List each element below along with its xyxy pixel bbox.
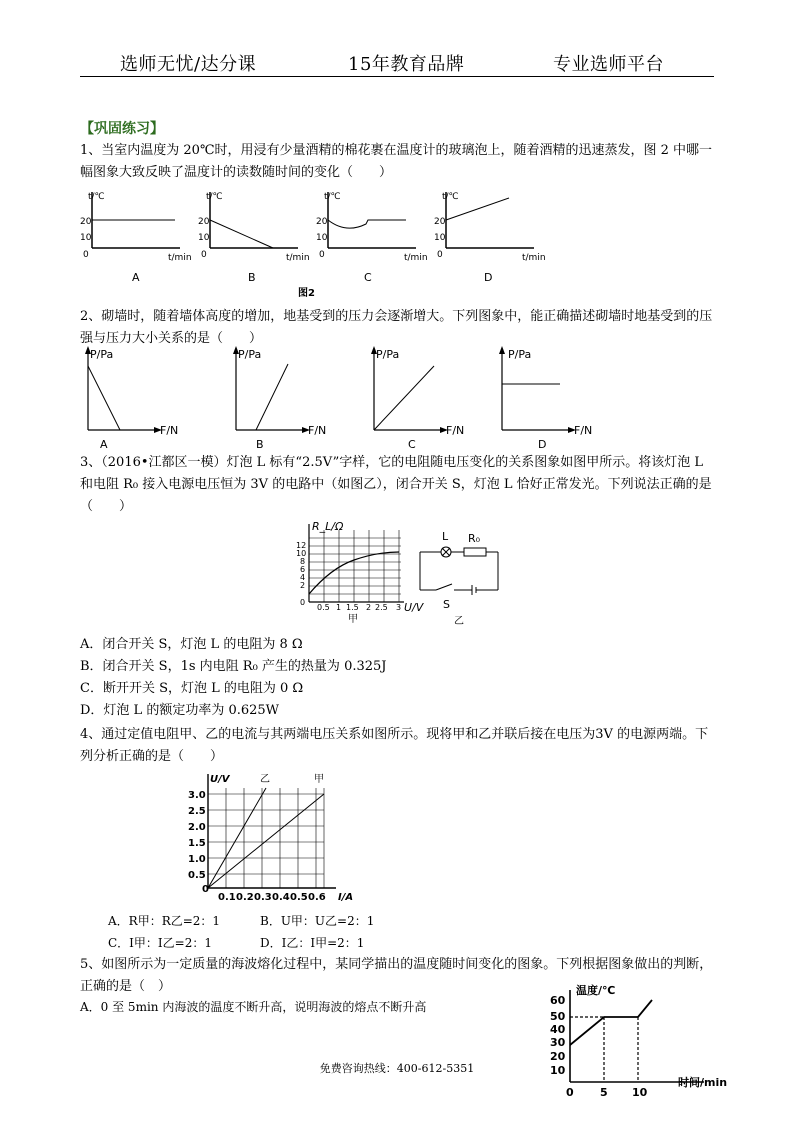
svg-text:10: 10 <box>550 1064 566 1077</box>
svg-text:0.6: 0.6 <box>308 892 326 903</box>
svg-text:20: 20 <box>550 1050 566 1063</box>
q3-caption-yi: 乙 <box>454 616 464 627</box>
svg-text:3: 3 <box>396 603 402 612</box>
q3-figures <box>286 518 506 630</box>
svg-text:P/Pa: P/Pa <box>90 348 114 361</box>
q3-option-b[interactable]: B．闭合开关 S，1s 内电阻 R₀ 产生的热量为 0.325J <box>80 659 387 674</box>
svg-text:50: 50 <box>550 1010 566 1023</box>
svg-text:10: 10 <box>296 549 307 558</box>
q3-ylabel: R_L/Ω <box>312 520 344 533</box>
svg-text:0.3: 0.3 <box>254 892 272 903</box>
svg-text:20: 20 <box>316 217 328 227</box>
q2-label-c: C <box>408 438 416 450</box>
q2-graph-b <box>233 346 326 450</box>
svg-text:0: 0 <box>202 884 209 895</box>
svg-text:0: 0 <box>437 250 443 260</box>
q2-label-a: A <box>100 438 108 450</box>
header-left: 选师无忧/达分课 <box>120 54 257 75</box>
q1-graph-d <box>434 192 546 284</box>
q1-graph-c <box>316 192 428 284</box>
q1-label-d: D <box>484 271 493 284</box>
svg-text:0.5: 0.5 <box>317 603 330 612</box>
q3-circuit-S: S <box>443 598 450 611</box>
q3-caption-jia: 甲 <box>348 614 358 625</box>
svg-text:10: 10 <box>632 1086 648 1098</box>
svg-text:0.2: 0.2 <box>236 892 254 903</box>
svg-text:40: 40 <box>550 1023 566 1036</box>
svg-text:60: 60 <box>550 994 566 1007</box>
svg-text:t/min: t/min <box>286 253 310 263</box>
svg-text:F/N: F/N <box>574 424 593 437</box>
q5-graph <box>538 980 734 1098</box>
svg-text:0: 0 <box>201 250 207 260</box>
q2-graph-a <box>85 346 178 450</box>
svg-text:1.0: 1.0 <box>188 854 206 865</box>
svg-text:5: 5 <box>600 1086 608 1098</box>
svg-text:2.5: 2.5 <box>375 603 388 612</box>
q2-label-b: B <box>256 438 264 450</box>
q4-xlabel: I/A <box>338 892 354 903</box>
svg-text:P/Pa: P/Pa <box>508 348 532 361</box>
svg-text:20: 20 <box>198 217 210 227</box>
q1-label-c: C <box>364 271 372 284</box>
svg-text:F/N: F/N <box>446 424 465 437</box>
q3-option-c[interactable]: C．断开开关 S，灯泡 L 的电阻为 0 Ω <box>80 681 304 696</box>
q1-a-xlabel: t/min <box>168 253 192 263</box>
svg-text:6: 6 <box>300 565 306 574</box>
svg-text:10: 10 <box>198 233 210 243</box>
q4-option-a[interactable]: A．R甲：R乙=2：1 <box>108 914 221 928</box>
q1-graph-a <box>80 192 192 284</box>
q4-line-jia: 甲 <box>314 774 324 785</box>
q4-ylabel: U/V <box>210 774 230 785</box>
svg-text:0: 0 <box>300 598 306 607</box>
q2-graph-d <box>499 346 592 450</box>
q2-graph-c <box>371 346 464 450</box>
q4-graph <box>176 768 362 904</box>
q1-label-a: A <box>132 271 140 284</box>
svg-text:20: 20 <box>434 217 446 227</box>
q2-graphs <box>78 344 618 450</box>
q1-a-tick10: 10 <box>80 233 92 243</box>
svg-text:2.0: 2.0 <box>188 822 206 833</box>
svg-text:F/N: F/N <box>160 424 179 437</box>
question-5-text: 5、如图所示为一定质量的海波熔化过程中，某同学描出的温度随时间变化的图象。下列根据图象做出的判断，正确的是（ ） <box>80 957 713 994</box>
question-2-text: 2、砌墙时，随着墙体高度的增加，地基受到的压力会逐渐增大。下列图象中，能正确描述砌墙时地基受到的压强与压力大小关系的是（ ） <box>80 309 713 346</box>
svg-text:t/℃: t/℃ <box>206 192 223 202</box>
q1-a-ylabel: t/℃ <box>88 192 105 202</box>
q5-xlabel: 时间/min <box>678 1076 728 1089</box>
svg-text:0.4: 0.4 <box>272 892 290 903</box>
svg-text:30: 30 <box>550 1036 566 1049</box>
svg-text:8: 8 <box>300 557 306 566</box>
q1-a-tick20: 20 <box>80 217 92 227</box>
q3-graph <box>296 520 425 625</box>
svg-text:1.5: 1.5 <box>346 603 359 612</box>
header-divider <box>80 76 714 77</box>
svg-text:12: 12 <box>296 541 307 550</box>
q4-option-d[interactable]: D．I乙：I甲=2：1 <box>260 936 365 950</box>
svg-text:0: 0 <box>566 1086 574 1098</box>
svg-text:t/min: t/min <box>404 253 428 263</box>
svg-text:t/min: t/min <box>522 253 546 263</box>
svg-text:0.5: 0.5 <box>290 892 308 903</box>
q3-circuit <box>420 547 498 595</box>
svg-text:4: 4 <box>300 573 306 582</box>
footer-hotline: 免费咨询热线：400-612-5351 <box>319 1062 475 1075</box>
question-4-text: 4、通过定值电阻甲、乙的电流与其两端电压关系如图所示。现将甲和乙并联后接在电压为3V 的电源两端。下列分析正确的是（ ） <box>80 727 709 764</box>
q4-line-yi: 乙 <box>260 774 270 785</box>
q5-ylabel: 温度/℃ <box>576 984 616 997</box>
svg-text:2: 2 <box>300 581 306 590</box>
q1-graph-b <box>198 192 310 284</box>
header-center: 15年教育品牌 <box>348 54 465 75</box>
q3-circuit-L: L <box>442 530 449 543</box>
svg-text:2.5: 2.5 <box>188 806 206 817</box>
q1-label-b: B <box>248 271 256 284</box>
q1-figure-caption: 图2 <box>298 288 315 299</box>
q3-circuit-R0: R₀ <box>468 532 481 545</box>
question-1-text: 1、当室内温度为 20℃时，用浸有少量酒精的棉花裹在温度计的玻璃泡上，随着酒精的迅速蒸发，图 2 中哪一幅图象大致反映了温度计的读数随时间的变化（ ） <box>80 143 713 180</box>
svg-text:0: 0 <box>319 250 325 260</box>
section-title: 【巩固练习】 <box>80 121 164 137</box>
header-right: 专业选师平台 <box>553 54 664 75</box>
svg-text:t/℃: t/℃ <box>442 192 459 202</box>
q2-label-d: D <box>538 438 547 450</box>
svg-text:0.1: 0.1 <box>218 892 236 903</box>
q3-option-d[interactable]: D．灯泡 L 的额定功率为 0.625W <box>80 703 280 718</box>
question-3-text: 3、（2016•江都区一模）灯泡 L 标有“2.5V”字样，它的电阻随电压变化的关系图象如图甲所示。将该灯泡 L 和电阻 R₀ 接入电源电压恒为 3V 的电路中（如图乙），闭合开关 S，灯泡 L 恰好正常发光。下列说法正确的是（ ） <box>80 455 712 514</box>
q4-option-c[interactable]: C．I甲：I乙=2：1 <box>108 936 212 950</box>
q3-xlabel: U/V <box>404 601 424 614</box>
svg-text:3.0: 3.0 <box>188 790 206 801</box>
q3-option-a[interactable]: A．闭合开关 S，灯泡 L 的电阻为 8 Ω <box>80 637 303 652</box>
q5-option-a[interactable]: A．0 至 5min 内海波的温度不断升高，说明海波的熔点不断升高 <box>80 1000 427 1014</box>
svg-text:2: 2 <box>366 603 372 612</box>
svg-text:0.5: 0.5 <box>188 870 206 881</box>
svg-text:10: 10 <box>434 233 446 243</box>
q1-a-origin: 0 <box>83 250 89 260</box>
svg-text:P/Pa: P/Pa <box>238 348 262 361</box>
svg-text:t/℃: t/℃ <box>324 192 341 202</box>
q1-graphs <box>80 186 560 304</box>
svg-text:F/N: F/N <box>308 424 327 437</box>
svg-text:1.5: 1.5 <box>188 838 206 849</box>
q4-option-b[interactable]: B．U甲：U乙=2：1 <box>260 914 375 928</box>
svg-text:10: 10 <box>316 233 328 243</box>
svg-text:1: 1 <box>336 603 342 612</box>
svg-text:P/Pa: P/Pa <box>376 348 400 361</box>
